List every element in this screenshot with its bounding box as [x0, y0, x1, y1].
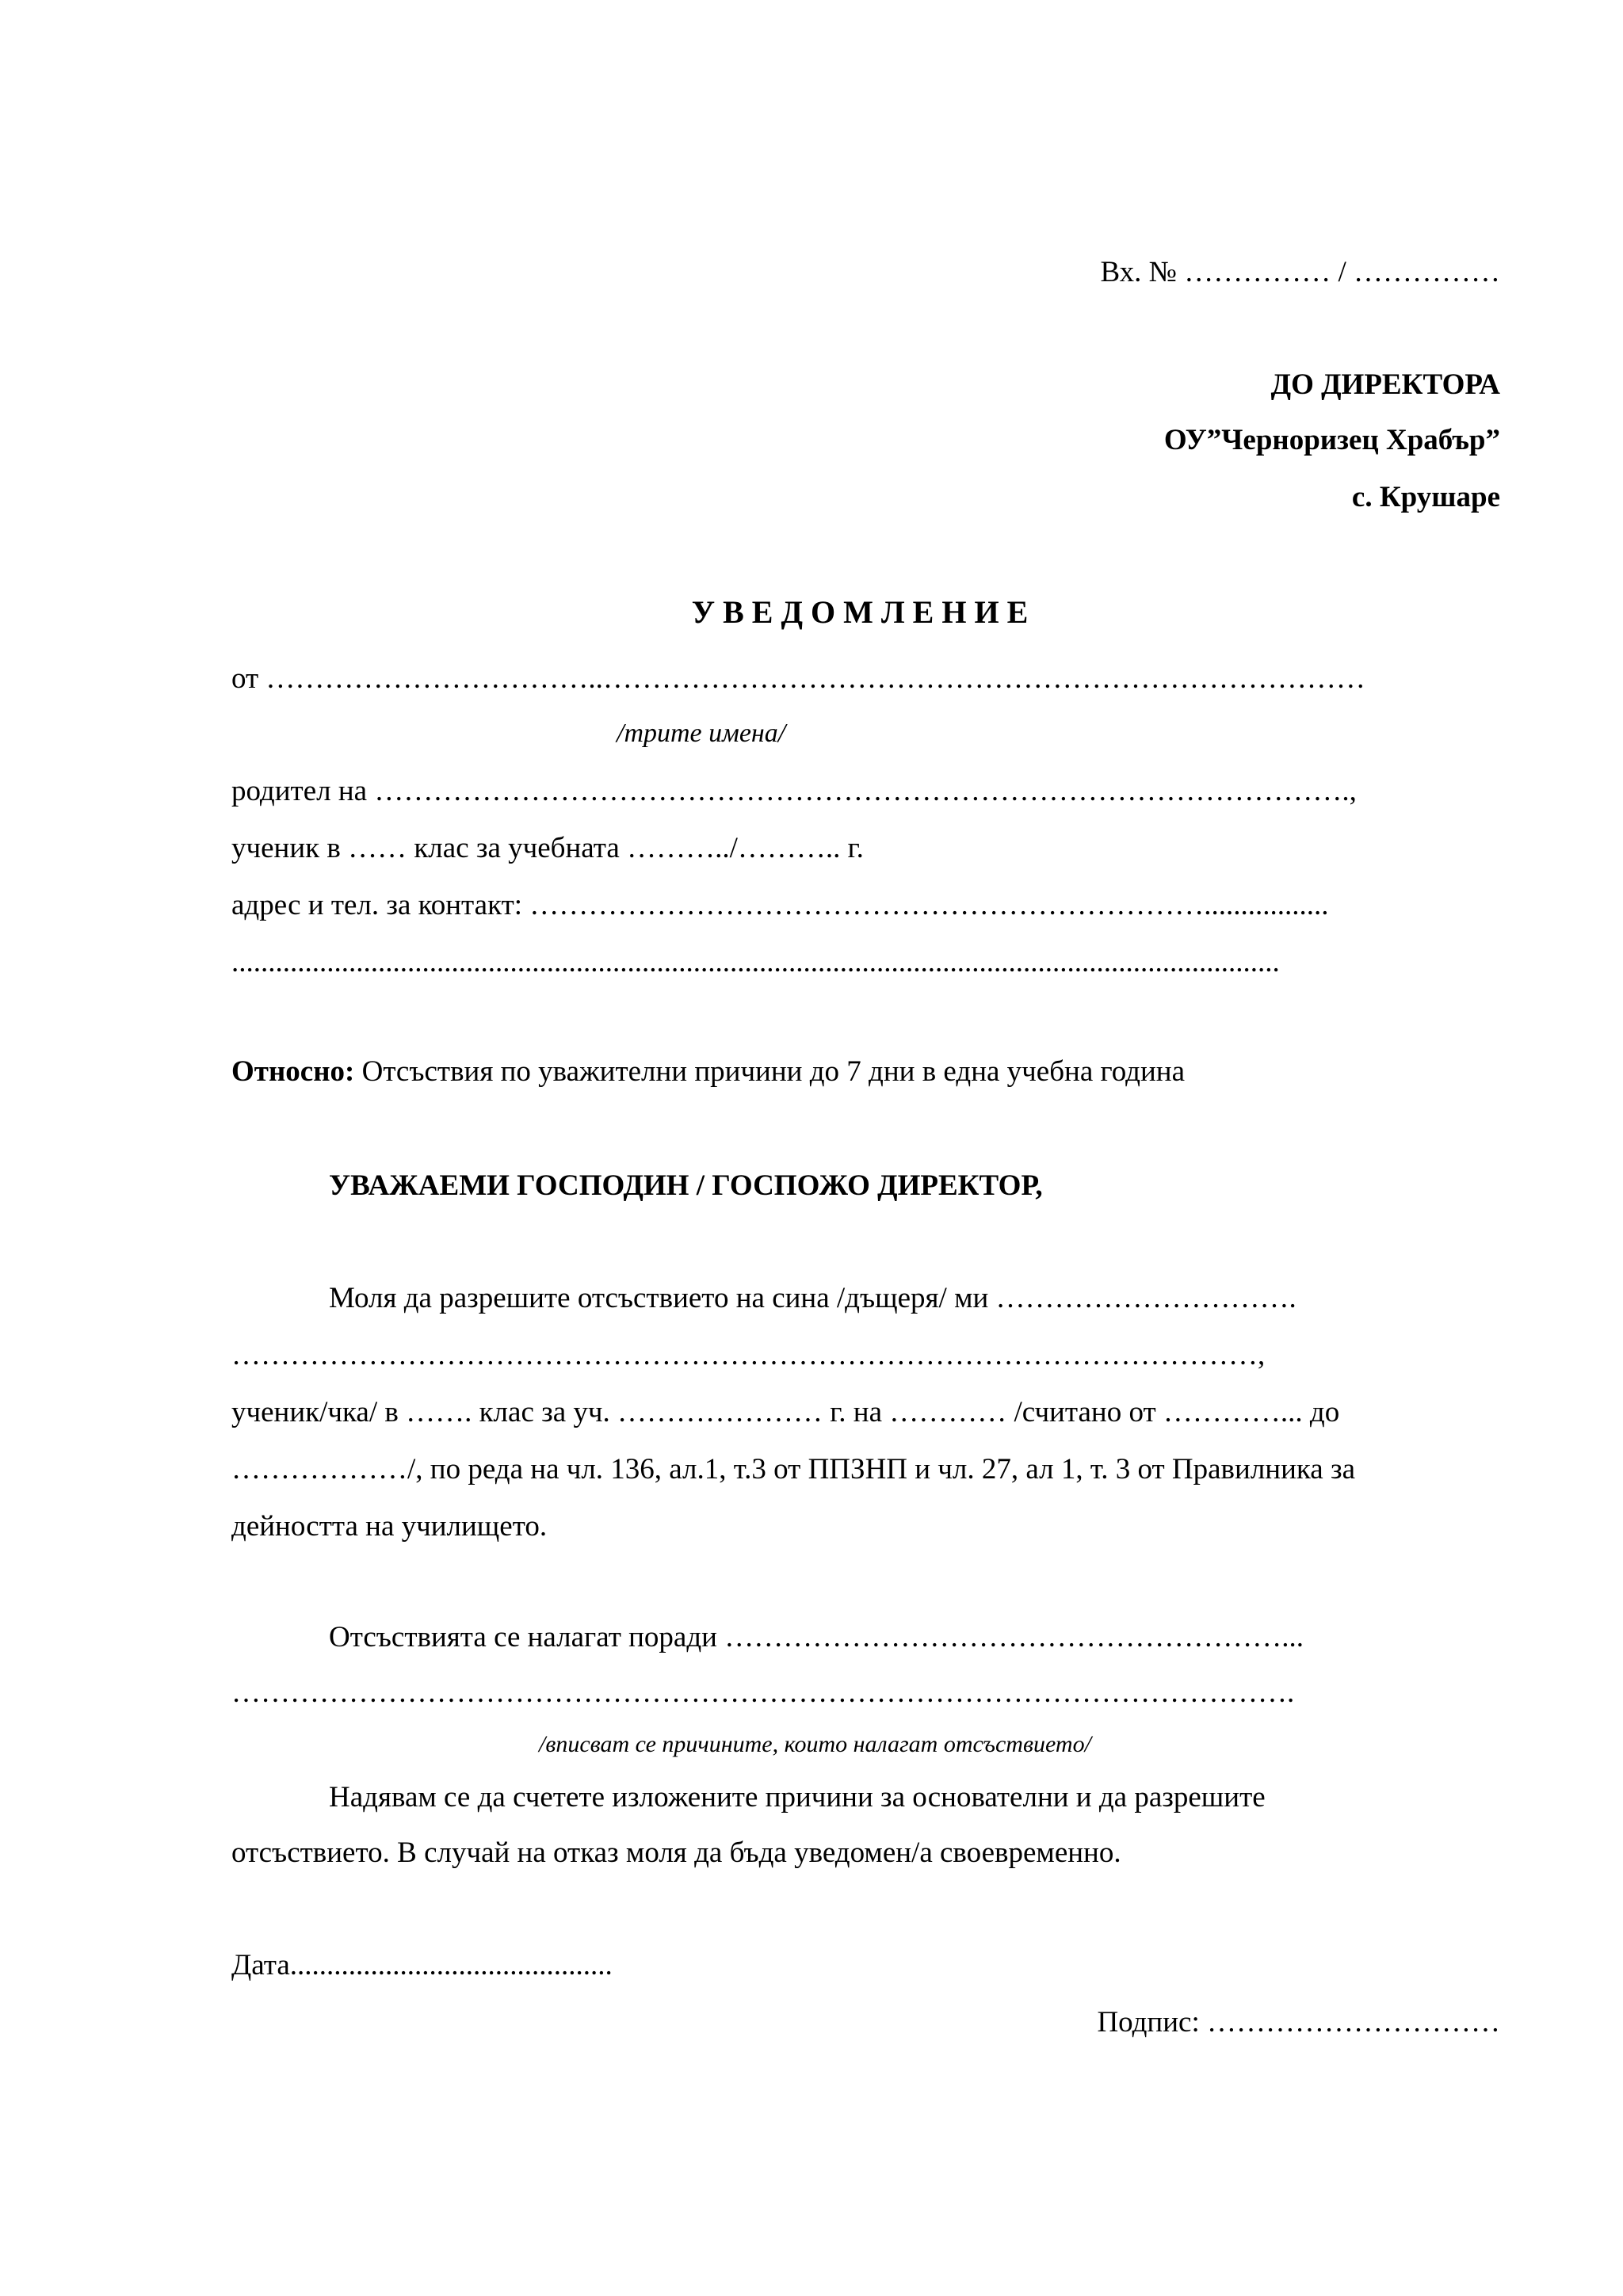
addressee-village: с. Крушаре [1351, 481, 1500, 513]
address-continuation-line: ............................................................................................................................................... [231, 946, 1280, 978]
body-p2-line1: Отсъствията се налагат поради …………………………………………………... [329, 1621, 1304, 1653]
body-p1-line4: ………………/, по реда на чл. 136, ал.1, т.3 от ППЗНП и чл. 27, ал 1, т. 3 от Правилника за [231, 1453, 1356, 1486]
subject-line [231, 1057, 1185, 1086]
parent-line: родител на ………………………………………………………………………………………., [231, 775, 1357, 807]
salutation: УВАЖАЕМИ ГОСПОДИН / ГОСПОЖО ДИРЕКТОР, [329, 1169, 1043, 1202]
body-p1-line3: ученик/чка/ в ……. клас за уч. ………………… г. на ………… /считано от …………... до [231, 1396, 1340, 1428]
names-hint: /трите имена/ [617, 719, 786, 748]
body-p1-line1: Моля да разрешите отсъствието на сина /дъщеря/ ми …………………………. [329, 1282, 1296, 1314]
body-p1-line5: дейността на училището. [231, 1510, 548, 1543]
from-line: от ……………………………..…………………………………………………………………… [231, 662, 1365, 695]
registration-number: Вх. № …………… / …………… [1100, 256, 1500, 288]
body-p1-line2: ……………………………………………………………………………………………, [231, 1339, 1266, 1371]
subject-text: Отсъствия по уважителни причини до 7 дни в една учебна година [354, 1055, 1186, 1088]
address-phone-line: адрес и тел. за контакт: ……………………………………………………………................. [231, 889, 1329, 921]
body-p3-line1: Надявам се да счетете изложените причини за основателни и да разрешите [329, 1781, 1266, 1814]
document-title: У В Е Д О М Л Е Н И Е [691, 594, 1029, 630]
date-line: Дата............................................ [231, 1949, 613, 1981]
body-p2-line2: ………………………………………………………………………………………………. [231, 1676, 1295, 1709]
addressee-school: ОУ”Черноризец Храбър” [1163, 424, 1500, 456]
addressee-director: ДО ДИРЕКТОРА [1270, 368, 1500, 401]
reasons-hint: /вписват се причините, които налагат отсъствието/ [539, 1731, 1091, 1757]
signature-line: Подпис: ………………………… [1097, 2006, 1500, 2039]
student-class-line: ученик в …… клас за учебната ………../……….. г. [231, 832, 864, 864]
subject-label: Относно: [231, 1055, 355, 1088]
body-p3-line2: отсъствието. В случай на отказ моля да бъда уведомен/а своевременно. [231, 1836, 1121, 1869]
